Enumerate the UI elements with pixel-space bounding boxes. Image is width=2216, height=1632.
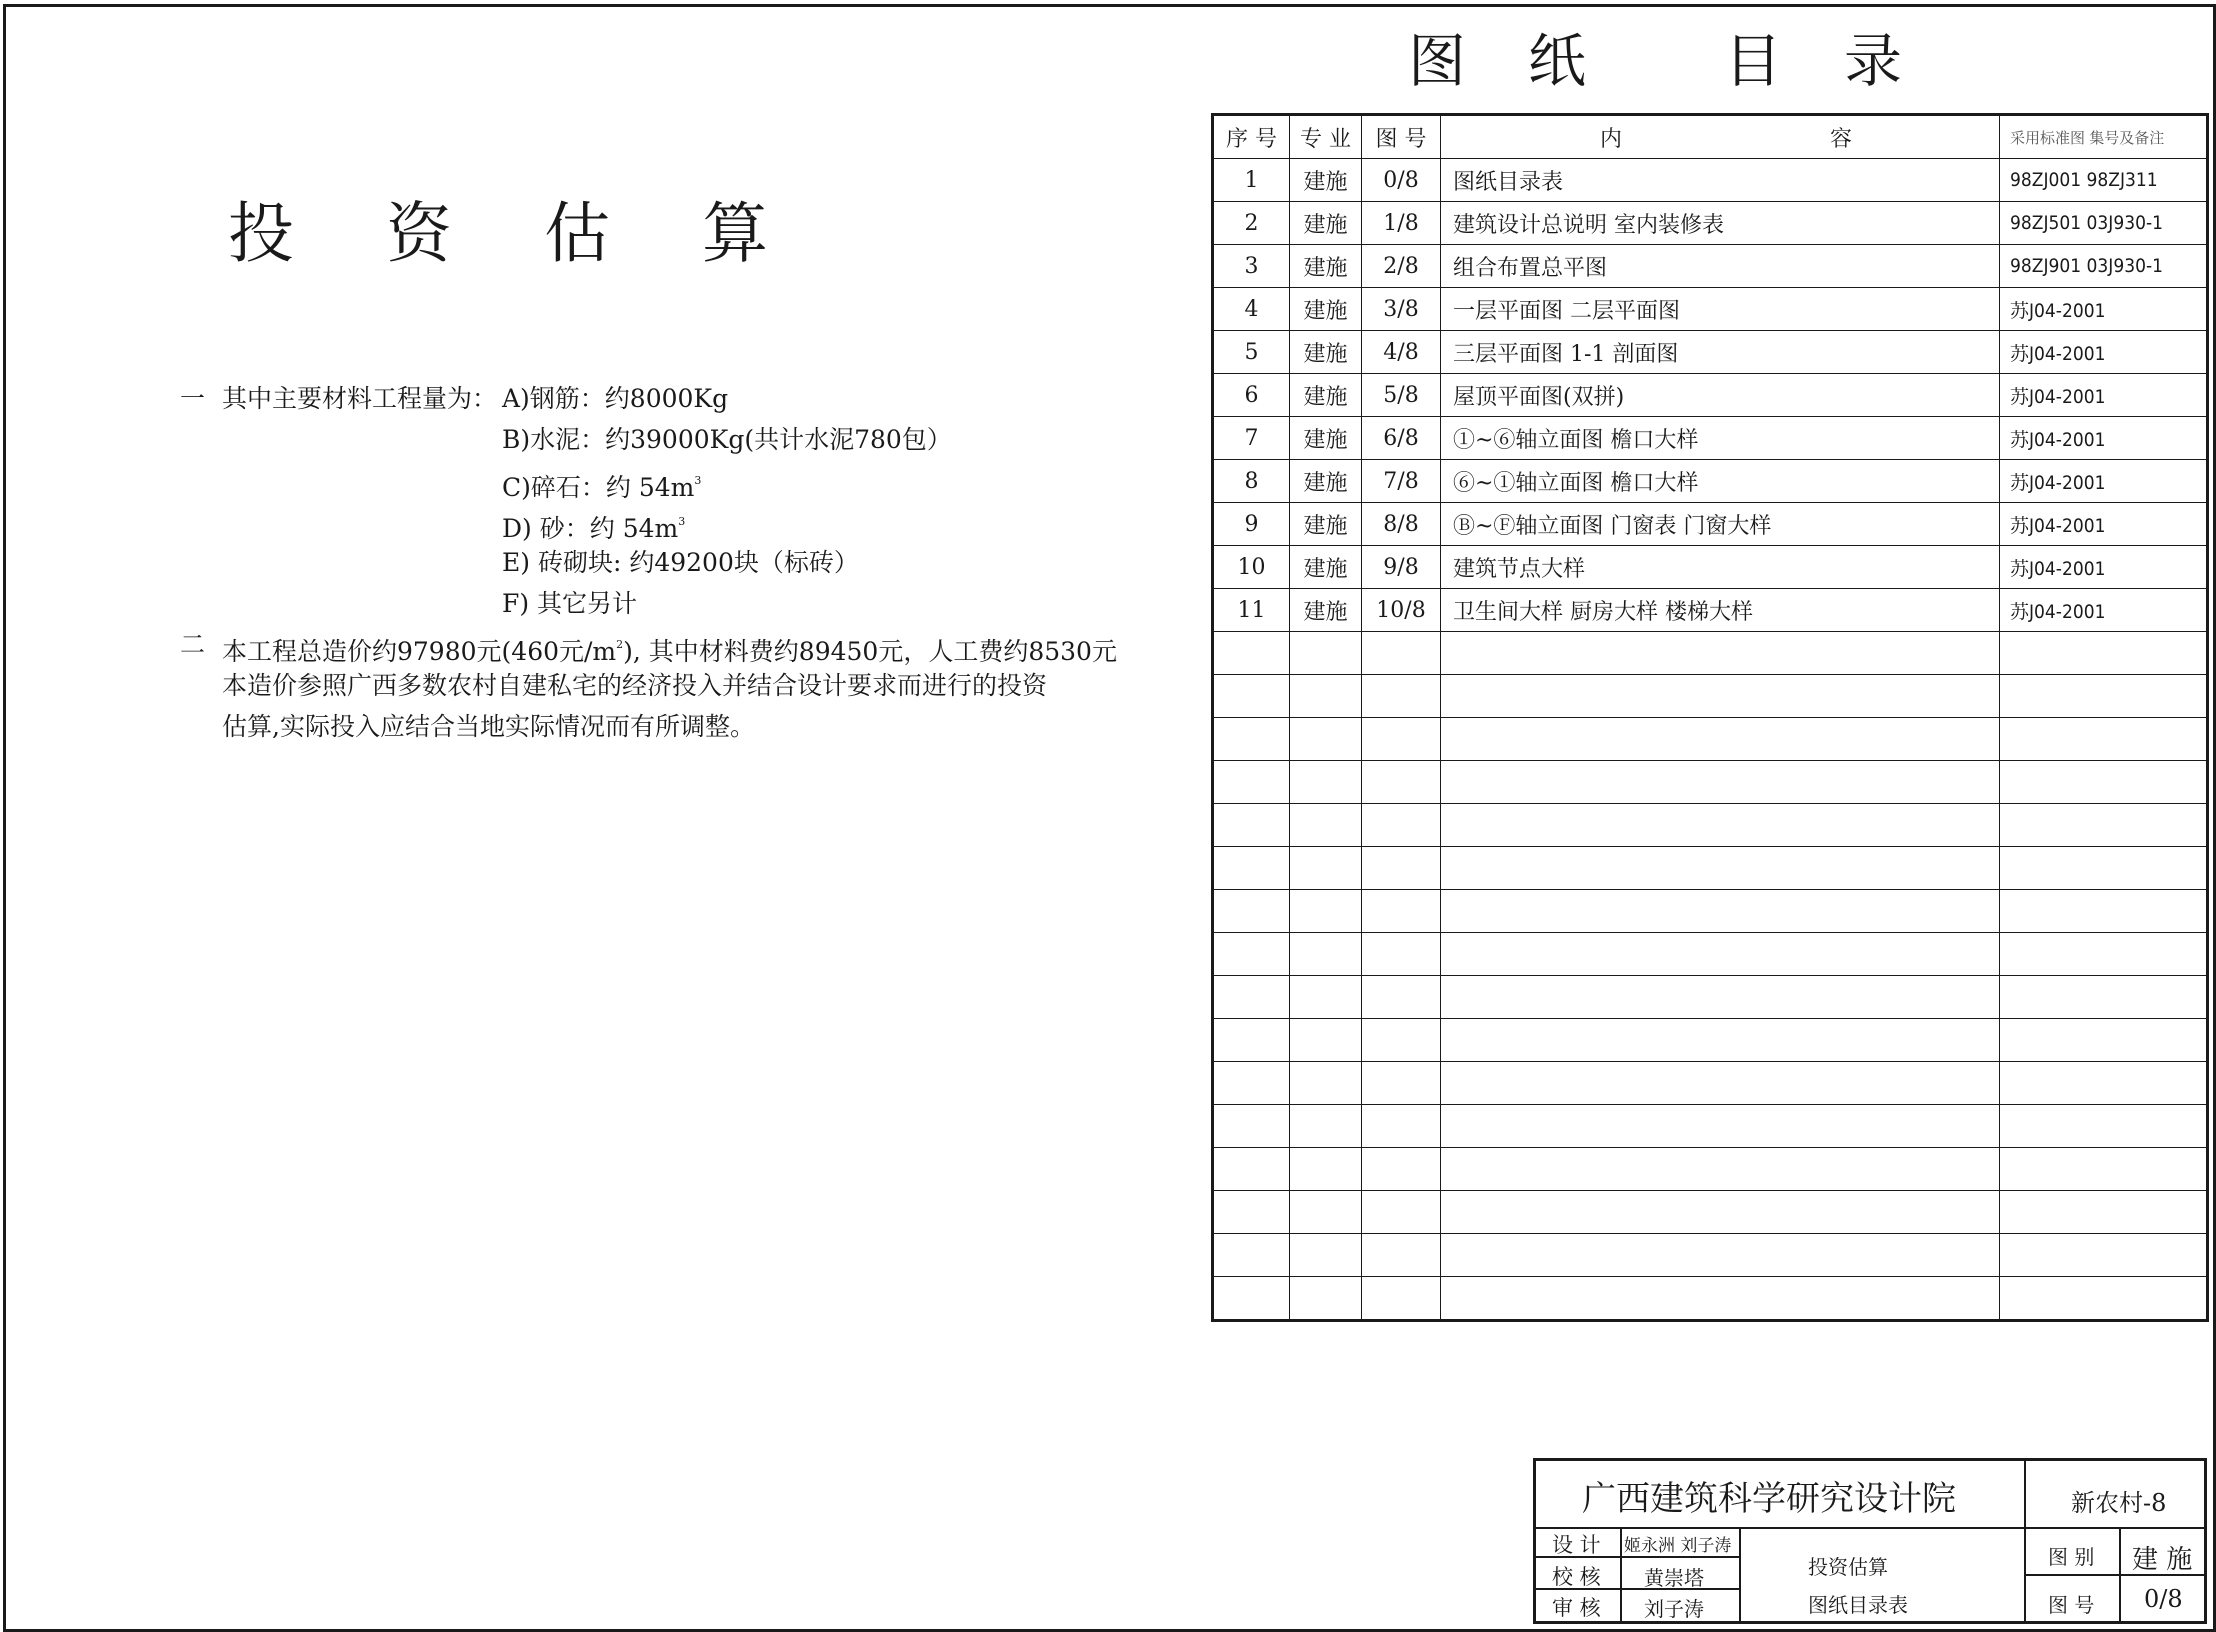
cell-discipline: 建施 [1290, 374, 1362, 417]
cell-discipline: 建施 [1290, 546, 1362, 589]
cell-content: ⑥~①轴立面图 檐口大样 [1441, 460, 2000, 503]
cell-seq: 2 [1213, 202, 1290, 245]
table-row [1213, 288, 2208, 331]
header-discipline: 专 业 [1290, 115, 1362, 159]
material-gravel: C)碎石：约 $54m^3$ [502, 473, 702, 502]
empty-row [1213, 804, 2208, 847]
cell-discipline: 建施 [1290, 460, 1362, 503]
cell-seq: 9 [1213, 503, 1290, 546]
table-row [1213, 503, 2208, 546]
cell-drawing-no: 9/8 [1362, 546, 1441, 589]
empty-row [1213, 1019, 2208, 1062]
cell-content: 组合布置总平图 [1441, 245, 2000, 288]
cell-remark: 苏J04-2001 [2000, 417, 2208, 460]
title-block: 广西建筑科学研究设计院 新农村-8 设 计 姬永洲 刘子涛 校 核 黄崇塔 审 核 刘子涛 投资估算 图纸目录表 图 别 建 施 图 号 0/8 [1533, 1458, 2207, 1624]
checker-name: 黄崇塔 [1644, 1566, 1704, 1590]
cell-discipline: 建施 [1290, 589, 1362, 632]
cell-remark: 苏J04-2001 [2000, 374, 2208, 417]
cell-seq: 11 [1213, 589, 1290, 632]
material-sand: D) 砂：约 $54m^3$ [502, 514, 686, 543]
table-row [1213, 374, 2208, 417]
sheet-title-1: 投资估算 [1808, 1555, 1888, 1579]
cell-discipline: 建施 [1290, 159, 1362, 202]
cell-remark: 苏J04-2001 [2000, 546, 2208, 589]
cell-seq: 4 [1213, 288, 1290, 331]
cell-remark: 苏J04-2001 [2000, 331, 2208, 374]
cell-seq: 8 [1213, 460, 1290, 503]
cell-drawing-no: 2/8 [1362, 245, 1441, 288]
cell-remark: 苏J04-2001 [2000, 288, 2208, 331]
cell-drawing-no: 8/8 [1362, 503, 1441, 546]
cell-discipline: 建施 [1290, 202, 1362, 245]
header-remark: 采用标准图 集号及备注 [2000, 115, 2208, 159]
empty-row [1213, 933, 2208, 976]
cell-drawing-no: 5/8 [1362, 374, 1441, 417]
empty-row [1213, 1234, 2208, 1277]
category-value: 建 施 [2132, 1545, 2193, 1575]
index-title: 图 纸 目 录 [1408, 27, 1903, 95]
cell-drawing-no: 1/8 [1362, 202, 1441, 245]
institute-name: 广西建筑科学研究设计院 [1582, 1479, 1956, 1519]
cell-drawing-no: 4/8 [1362, 331, 1441, 374]
cell-remark: 98ZJ501 03J930-1 [2000, 202, 2208, 245]
material-cement: B)水泥：约39000Kg(共计水泥780包） [502, 425, 952, 454]
cell-drawing-no: 6/8 [1362, 417, 1441, 460]
cell-content: ①~⑥轴立面图 檐口大样 [1441, 417, 2000, 460]
empty-row [1213, 718, 2208, 761]
cell-seq: 5 [1213, 331, 1290, 374]
cell-content: 建筑节点大样 [1441, 546, 2000, 589]
empty-row [1213, 1148, 2208, 1191]
cell-drawing-no: 10/8 [1362, 589, 1441, 632]
cell-remark: 98ZJ901 03J930-1 [2000, 245, 2208, 288]
cell-content: 屋顶平面图(双拼) [1441, 374, 2000, 417]
cell-seq: 10 [1213, 546, 1290, 589]
empty-row [1213, 632, 2208, 675]
designer-names: 姬永洲 刘子涛 [1624, 1536, 1732, 1556]
cell-remark: 苏J04-2001 [2000, 589, 2208, 632]
cell-seq: 3 [1213, 245, 1290, 288]
empty-row [1213, 847, 2208, 890]
cell-content: 三层平面图 1-1 剖面图 [1441, 331, 2000, 374]
table-row [1213, 589, 2208, 632]
sheet-title-2: 图纸目录表 [1808, 1593, 1908, 1617]
project-number: 新农村-8 [2071, 1489, 2167, 1517]
table-row [1213, 546, 2208, 589]
sheet-number: 0/8 [2144, 1585, 2183, 1613]
cell-seq: 7 [1213, 417, 1290, 460]
drawing-index-table [1211, 113, 2209, 1322]
empty-row [1213, 1191, 2208, 1234]
cell-drawing-no: 3/8 [1362, 288, 1441, 331]
cell-discipline: 建施 [1290, 503, 1362, 546]
cell-remark: 苏J04-2001 [2000, 503, 2208, 546]
cell-discipline: 建施 [1290, 417, 1362, 460]
material-other: F) 其它另计 [502, 589, 638, 618]
header-drawing-no: 图 号 [1362, 115, 1441, 159]
cell-content: 建筑设计总说明 室内装修表 [1441, 202, 2000, 245]
cell-remark: 98ZJ001 98ZJ311 [2000, 159, 2208, 202]
table-row [1213, 331, 2208, 374]
table-row [1213, 245, 2208, 288]
table-row [1213, 159, 2208, 202]
cell-discipline: 建施 [1290, 331, 1362, 374]
cell-remark: 苏J04-2001 [2000, 460, 2208, 503]
empty-row [1213, 761, 2208, 804]
table-row [1213, 202, 2208, 245]
empty-row [1213, 976, 2208, 1019]
cell-content: 卫生间大样 厨房大样 楼梯大样 [1441, 589, 2000, 632]
table-row [1213, 460, 2208, 503]
reviewer-name: 刘子涛 [1644, 1597, 1704, 1621]
cell-seq: 1 [1213, 159, 1290, 202]
empty-row [1213, 1105, 2208, 1148]
empty-row [1213, 675, 2208, 718]
cell-seq: 6 [1213, 374, 1290, 417]
header-content: 内 容 [1441, 115, 2000, 159]
empty-row [1213, 1277, 2208, 1321]
table-row [1213, 417, 2208, 460]
material-bricks: E) 砖砌块: 约49200块（标砖） [502, 548, 859, 577]
table-header-row [1213, 115, 2208, 159]
cell-discipline: 建施 [1290, 245, 1362, 288]
cell-content: Ⓑ~Ⓕ轴立面图 门窗表 门窗大样 [1441, 503, 2000, 546]
empty-row [1213, 1062, 2208, 1105]
cell-content: 一层平面图 二层平面图 [1441, 288, 2000, 331]
estimate-title: 投 资 估 算 [228, 195, 768, 272]
header-seq: 序 号 [1213, 115, 1290, 159]
empty-row [1213, 890, 2208, 933]
cell-drawing-no: 0/8 [1362, 159, 1441, 202]
cell-discipline: 建施 [1290, 288, 1362, 331]
cell-content: 图纸目录表 [1441, 159, 2000, 202]
cell-drawing-no: 7/8 [1362, 460, 1441, 503]
